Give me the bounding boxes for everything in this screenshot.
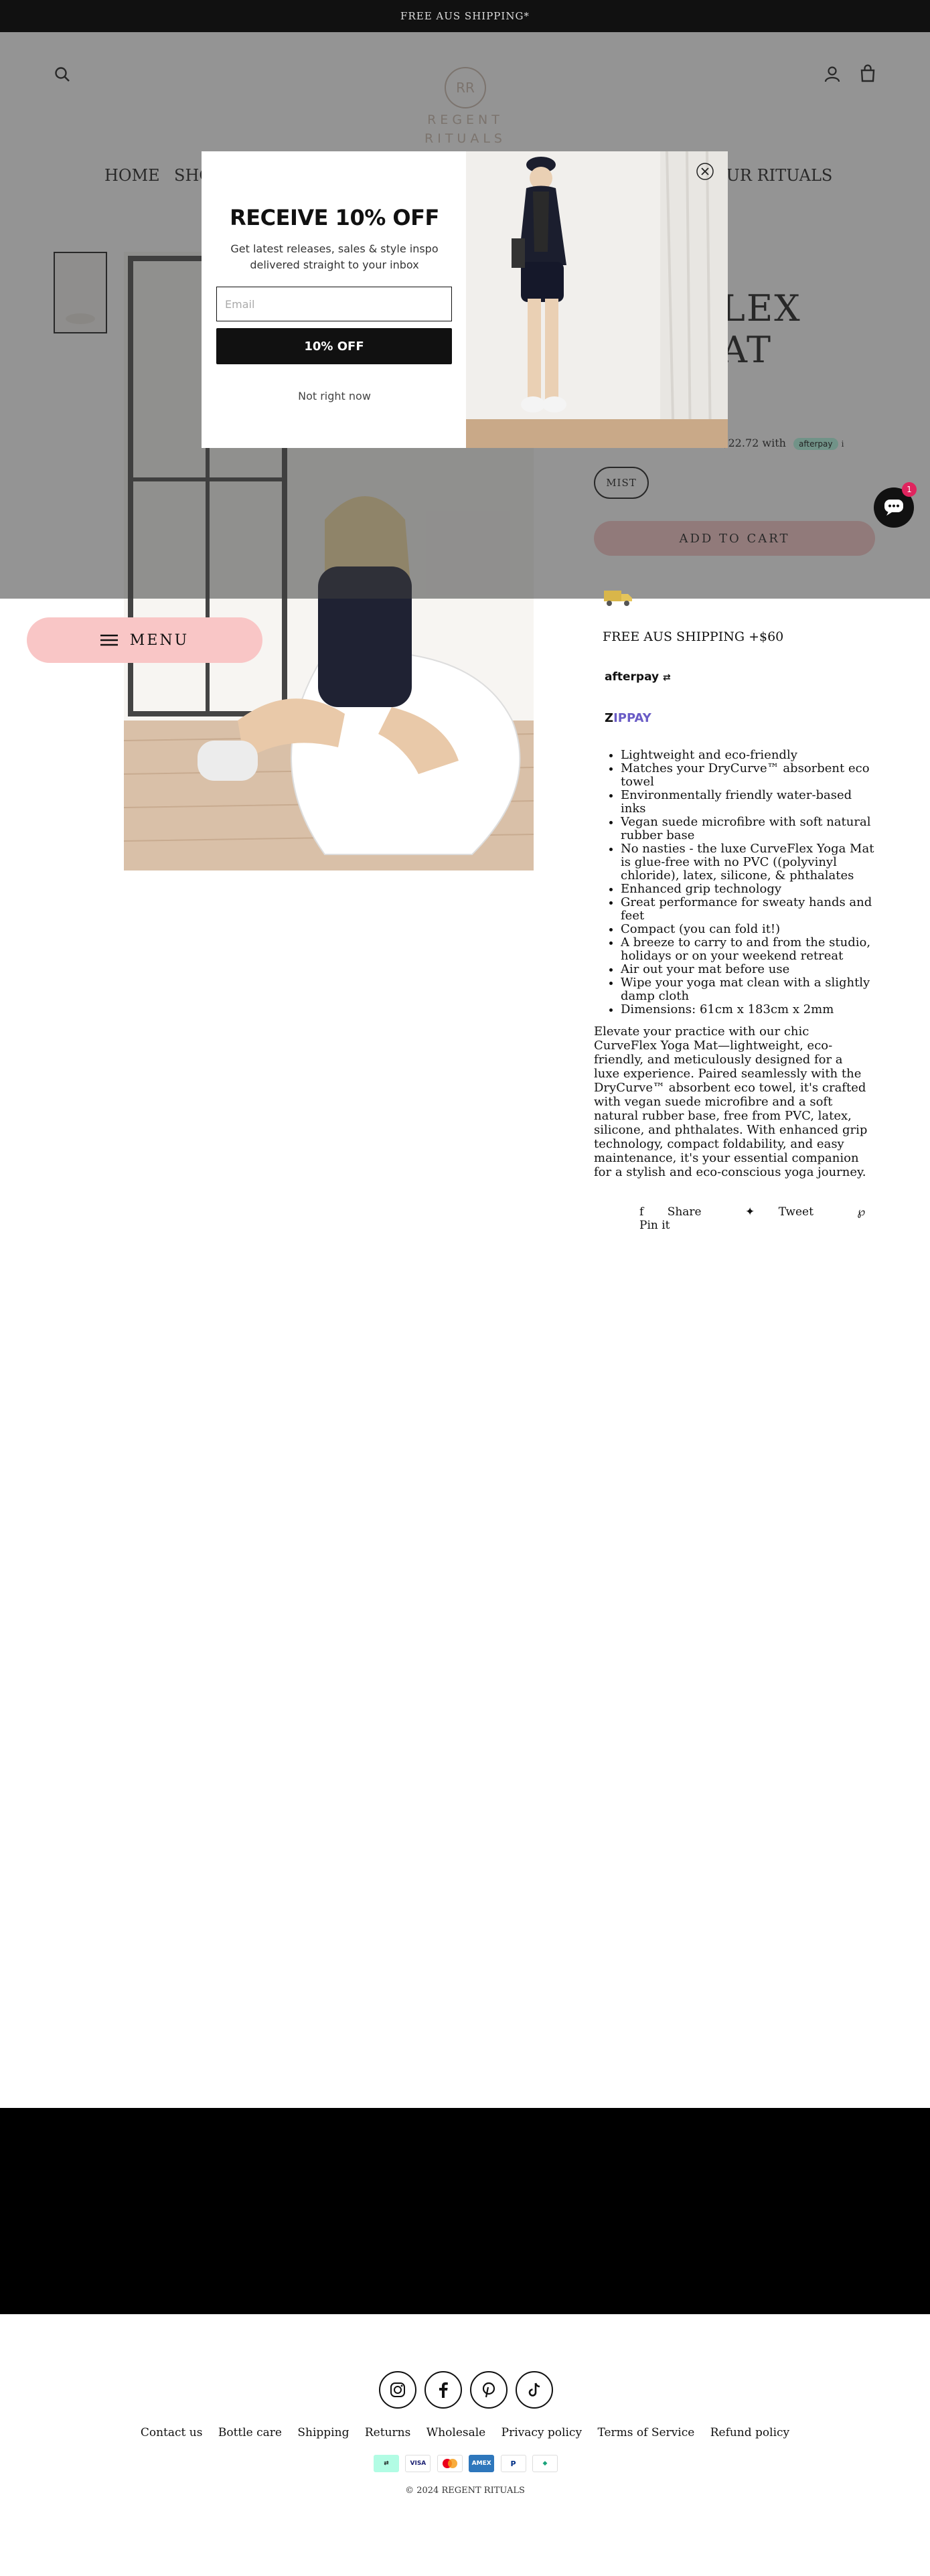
list-item: • Wipe your yoga mat clean with a slightly damp cloth (621, 976, 875, 1003)
copyright: © 2024 REGENT RITUALS (405, 2486, 525, 2496)
menu-label: MENU (129, 631, 189, 649)
footer-link-refund[interactable]: Refund policy (710, 2426, 790, 2439)
social-links (379, 2371, 553, 2410)
footer-link-contact[interactable]: Contact us (140, 2426, 203, 2439)
share-row (639, 1205, 907, 1232)
zip-payment-icon: ◆ (532, 2455, 558, 2472)
footer-link-bottle-care[interactable]: Bottle care (218, 2426, 282, 2439)
share-facebook[interactable] (639, 1205, 722, 1219)
list-item: • Great performance for sweaty hands and feet (621, 896, 875, 923)
facebook-icon[interactable] (424, 2371, 462, 2409)
afterpay-arrows-icon: ⇄ (663, 672, 671, 683)
shipping-info: FREE AUS SHIPPING +$60 (603, 629, 784, 644)
facebook-icon: f (639, 1205, 647, 1219)
afterpay-logo-text: afterpay (605, 670, 660, 684)
list-item: • Vegan suede microfibre with soft natural rubber base (621, 816, 875, 842)
close-icon[interactable] (696, 162, 714, 181)
footer-links (0, 2426, 930, 2439)
chat-unread-badge: 1 (902, 482, 917, 497)
list-item: • Compact (you can fold it!) (621, 923, 875, 936)
footer-link-wholesale[interactable]: Wholesale (426, 2426, 486, 2439)
footer-link-shipping[interactable]: Shipping (297, 2426, 350, 2439)
tweet-label: Tweet (778, 1205, 813, 1219)
zippay-logo (605, 711, 651, 725)
list-item: • Dimensions: 61cm x 183cm x 2mm (621, 1003, 875, 1016)
email-field[interactable] (216, 287, 452, 321)
visa-icon: VISA (405, 2455, 431, 2472)
footer-link-returns[interactable]: Returns (364, 2426, 411, 2439)
zippay-logo-z: Z (605, 711, 614, 725)
newsletter-popup (202, 151, 728, 448)
popup-subtext: Get latest releases, sales & style inspo delivered straight to your inbox (230, 242, 439, 271)
pinterest-icon[interactable] (470, 2371, 508, 2409)
share-twitter[interactable] (745, 1205, 834, 1219)
instagram-icon[interactable] (379, 2371, 416, 2409)
zippay-logo-rest: IPPAY (613, 711, 651, 725)
paypal-icon: P (501, 2455, 526, 2472)
share-label: Share (667, 1205, 702, 1219)
list-item: • Matches your DryCurve™ absorbent eco towel (621, 762, 875, 789)
hamburger-icon (100, 634, 118, 646)
product-description: Elevate your practice with our chic CurveFlex Yoga Mat—lightweight, eco-friendly, and meticulously designed for a luxe experience. Paired seamlessly with the DryCurve™ absorbent eco towel, it's crafted with vegan suede microfibre and a soft natural rubber base, free from PVC, latex, silicone, and phthalates. With enhanced grip technology, compact foldability, and easy maintenance, it's your essential companion for a stylish and eco-conscious yoga journey. (594, 1025, 868, 1179)
announcement-text: FREE AUS SHIPPING* (400, 10, 530, 22)
afterpay-payment-icon: ⇄ (374, 2455, 399, 2472)
list-item: • Lightweight and eco-friendly (621, 749, 875, 762)
popup-heading: RECEIVE 10% OFF (230, 205, 439, 230)
popup-form-panel (202, 151, 466, 448)
footer-banner (0, 2108, 930, 2314)
list-item: • A breeze to carry to and from the studio, holidays or on your weekend retreat (621, 936, 875, 963)
truck-icon (603, 588, 633, 607)
mastercard-icon (437, 2455, 463, 2472)
menu-button[interactable] (27, 617, 262, 663)
claim-offer-button[interactable]: 10% OFF (216, 328, 452, 364)
payment-methods (374, 2455, 558, 2474)
twitter-icon: ✦ (745, 1205, 759, 1219)
list-item: • Air out your mat before use (621, 963, 875, 976)
footer-link-terms[interactable]: Terms of Service (597, 2426, 695, 2439)
pin-label: Pin it (639, 1219, 670, 1232)
decline-link[interactable]: Not right now (298, 390, 371, 402)
list-item: • No nasties - the luxe CurveFlex Yoga Mat is glue-free with no PVC ((polyvinyl chloride), latex, silicone, & phthalates (621, 842, 875, 883)
tiktok-icon[interactable] (516, 2371, 553, 2409)
amex-icon: AMEX (469, 2455, 494, 2472)
chat-icon (884, 499, 904, 516)
footer-link-privacy[interactable]: Privacy policy (501, 2426, 583, 2439)
popup-image (466, 151, 728, 448)
afterpay-logo (605, 670, 671, 684)
announcement-bar (0, 0, 930, 32)
pinterest-icon: ℘ (857, 1205, 866, 1219)
feature-list (621, 749, 875, 1016)
list-item: • Enhanced grip technology (621, 883, 875, 896)
list-item: • Environmentally friendly water-based inks (621, 789, 875, 816)
